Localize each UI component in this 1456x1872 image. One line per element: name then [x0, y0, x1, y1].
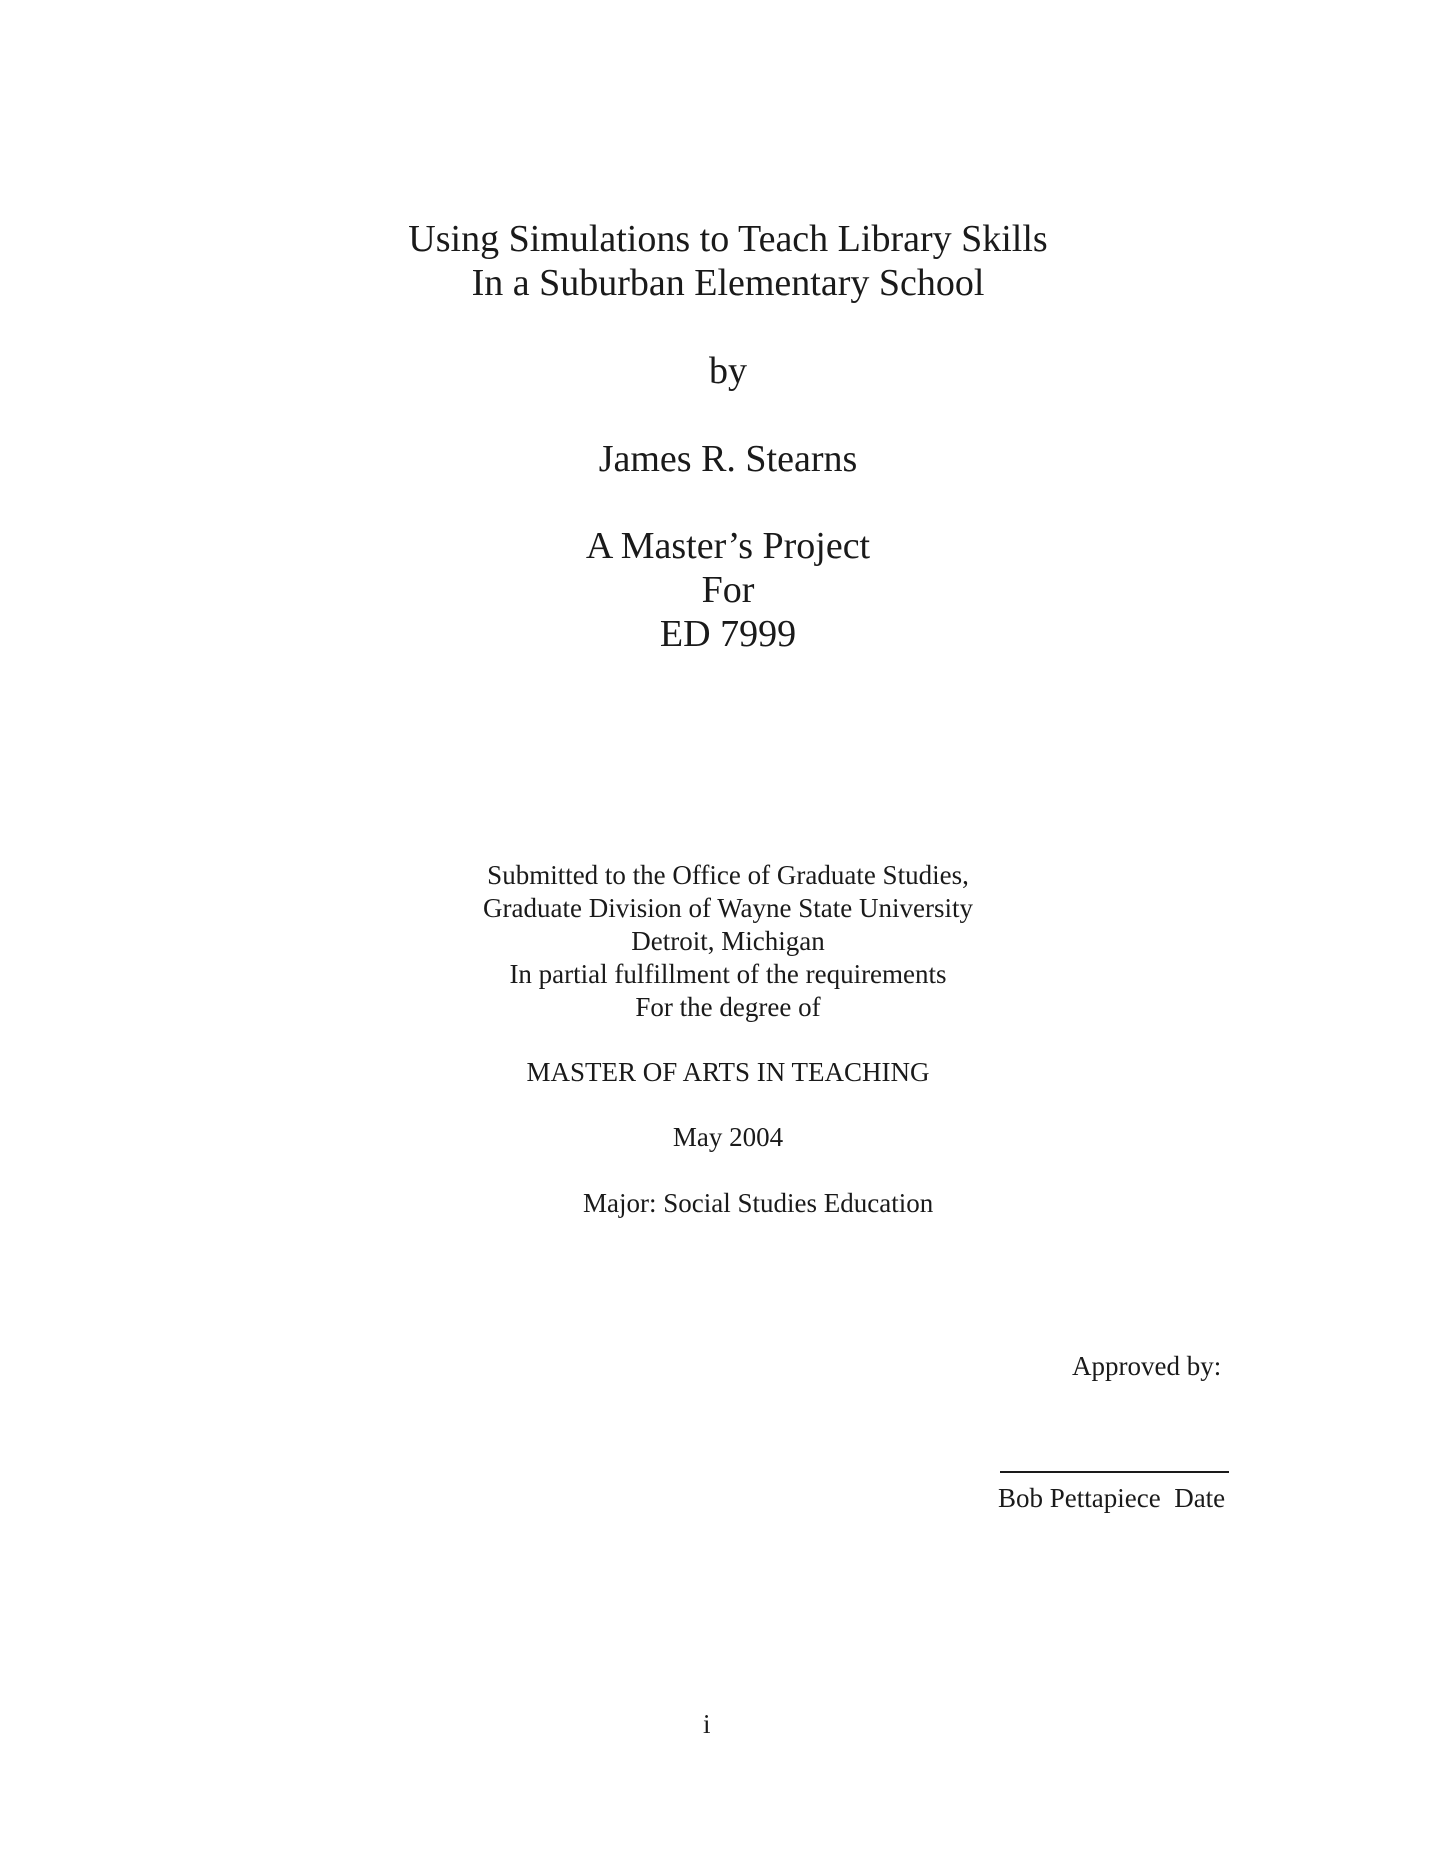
project-line-3: ED 7999	[659, 613, 797, 655]
project-line-1: A Master’s Project	[585, 525, 871, 567]
submission-line-1: Submitted to the Office of Graduate Studies,	[487, 860, 969, 890]
signatory-name: Bob Pettapiece Date	[998, 1483, 1226, 1513]
submission-line-5: For the degree of	[635, 992, 821, 1022]
submission-line-3: Detroit, Michigan	[631, 926, 825, 956]
by-label: by	[709, 350, 747, 392]
title-line-1: Using Simulations to Teach Library Skills	[408, 218, 1048, 260]
major: Major: Social Studies Education	[583, 1188, 934, 1218]
signature-line	[1000, 1471, 1229, 1473]
author-name: James R. Stearns	[598, 438, 858, 480]
title-line-2: In a Suburban Elementary School	[471, 262, 985, 304]
degree-name: MASTER OF ARTS IN TEACHING	[526, 1057, 930, 1087]
date: May 2004	[672, 1122, 784, 1152]
submission-line-4: In partial fulfillment of the requirements	[509, 959, 947, 989]
approval-label: Approved by:	[1072, 1351, 1222, 1381]
page-number: i	[703, 1709, 711, 1739]
submission-line-2: Graduate Division of Wayne State University	[483, 893, 973, 923]
project-line-2: For	[701, 569, 755, 611]
